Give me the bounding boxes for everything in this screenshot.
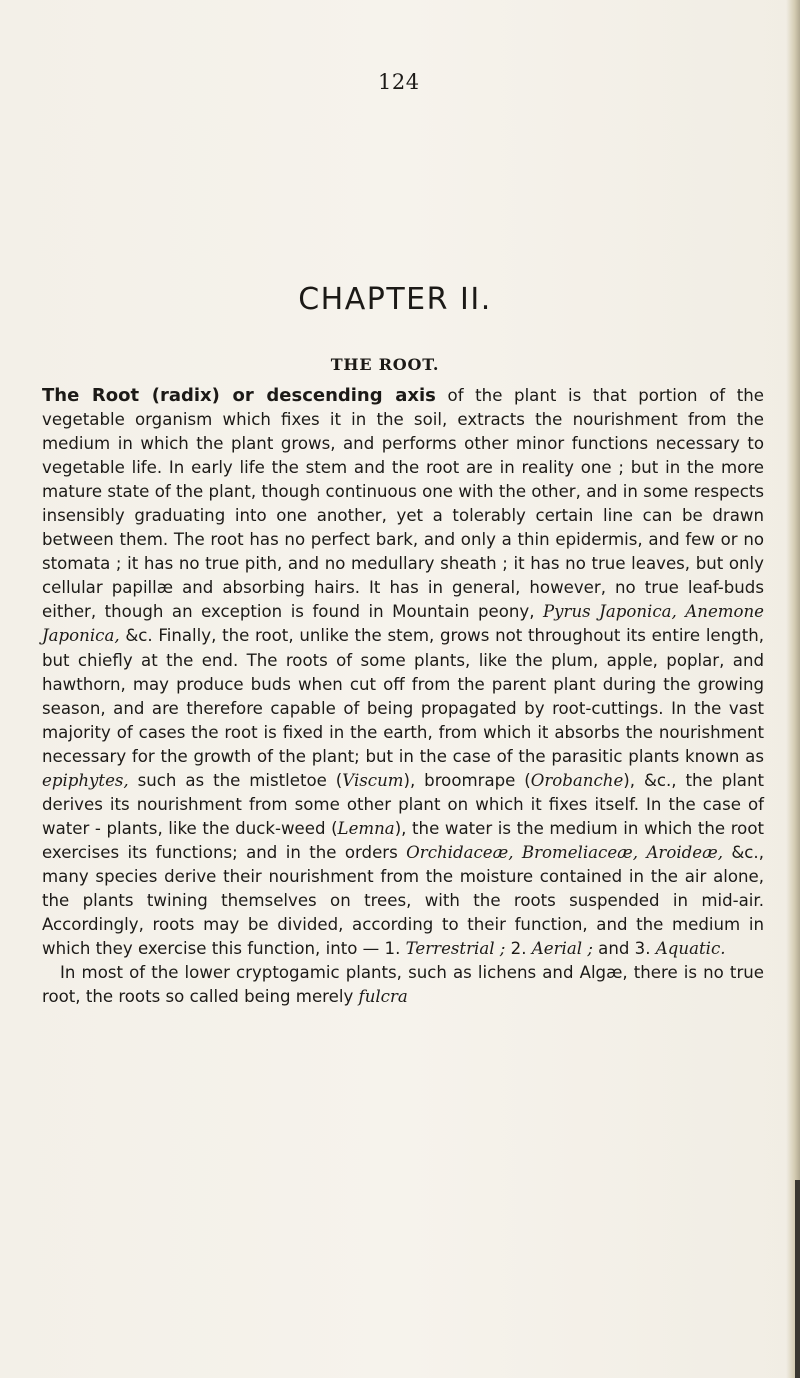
text-run: and 3. (592, 939, 656, 959)
page-edge-dark-strip (795, 1180, 800, 1378)
body-text (42, 384, 764, 1009)
italic-term: Aerial ; (531, 939, 593, 959)
text-run: &c. Finally, the root, unlike the stem, grows not throughout its entire length, but chiefly at the end. The roots of some plants, like the plum, apple, poplar, and hawthorn, may produce buds when cut off from the parent plant during the growing season, and are therefore capable of being propagated by root-cuttings. In the vast majority of cases the root is fixed in the earth, from which it absorbs the nourishment necessary for the growth of the plant; but in the case of the parasitic plants known as (42, 626, 764, 766)
lead-phrase: The Root (radix) or descending axis (42, 385, 436, 406)
text-run: ), the water is the medium in which the root exercises its functions; and in the orders (42, 818, 764, 862)
italic-taxon: Orobanche (530, 770, 624, 790)
paragraph-1 (42, 384, 764, 961)
chapter-heading: CHAPTER II. (298, 282, 492, 317)
italic-term: epiphytes, (42, 770, 129, 790)
italic-taxon: Lemna (337, 818, 395, 838)
italic-term: Terrestrial ; (405, 939, 506, 959)
text-run: In most of the lower cryptogamic plants, such as lichens and Algæ, there is no true root, the roots so called being merely (42, 963, 764, 1007)
paragraph-2 (42, 961, 764, 1009)
italic-taxon: Pyrus Japonica, Anemone Japonica, (42, 602, 765, 646)
page-edge-shadow (786, 0, 800, 1378)
section-heading: THE ROOT. (330, 355, 440, 374)
italic-taxon: Orchidaceæ, Bromeliaceæ, Aroideæ, (406, 842, 723, 862)
text-run: &c., many species derive their nourishment from the moisture contained in the air alone, the plants twining themselves on trees, with the roots suspended in mid-air. Accordingly, roots may be divided, according to their function, and the medium in which they exercise this function, into — 1. (42, 842, 764, 959)
italic-term: Aquatic. (655, 939, 726, 959)
text-run: such as the mistletoe ( (128, 770, 343, 790)
text-run: ), &c., the plant derives its nourishment from some other plant on which it fixes itself. In the case of water - plants, like the duck-weed ( (42, 770, 764, 838)
italic-term: fulcra (358, 987, 408, 1007)
text-run: of the plant is that portion of the vegetable organism which fixes it in the soil, extracts the nourishment from the medium in which the plant grows, and performs other minor functions necessary to vegetable life. In early life the stem and the root are in reality one ; but in the more mature state of the plant, though continuous one with the other, and in some respects insensibly graduating into one another, yet a tolerably certain line can be drawn between them. The root has no perfect bark, and only a thin epidermis, and few or no stomata ; it has no true pith, and no medullary sheath ; it has no true leaves, but only cellular papillæ and absorbing hairs. It has in general, however, no true leaf-buds either, though an exception is found in Mountain peony, (42, 386, 765, 622)
text-run: ), broomrape ( (403, 770, 531, 790)
text-run: 2. (505, 939, 532, 959)
page-number: 124 (378, 70, 420, 94)
italic-taxon: Viscum (342, 770, 404, 790)
